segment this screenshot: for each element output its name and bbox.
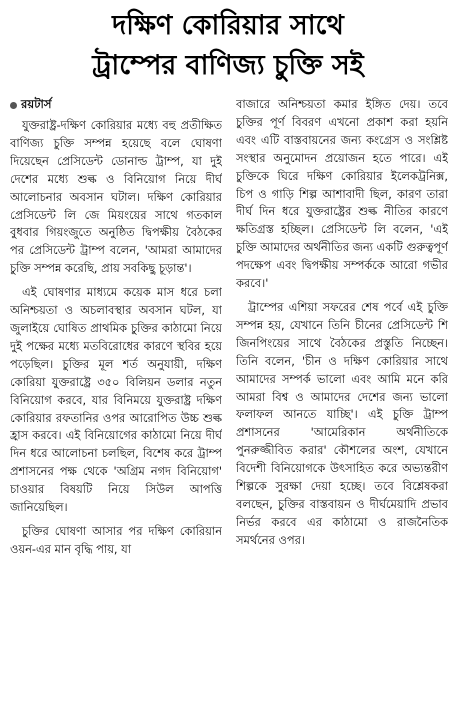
column-right xyxy=(236,96,448,695)
paragraph: এই ঘোষণার মাধ্যমে কয়েক মাস ধরে চলা অনিশ্চয়তা ও অচলাবস্থার অবসান ঘটল, যা জুলাইয়ে ঘোষিত প্রাথমিক চুক্তির কাঠামো নিয়ে দুই পক্ষের মধ্যে মতবিরোধের কারণে স্থবির হয়ে পড়েছিল। চুক্তির মূল শর্ত অনুযায়ী, দক্ষিণ কোরিয়া যুক্তরাষ্ট্রে ৩৫০ বিলিয়ন ডলার নতুন বিনিয়োগ করবে, যার বিনিময়ে যুক্তরাষ্ট্র দক্ষিণ কোরিয়ার রফতানির ওপর আরোপিত উচ্চ শুল্ক হ্রাস করবে। এই বিনিয়োগের কাঠামো নিয়ে দীর্ঘ দিন ধরে আলোচনা চলছিল, বিশেষ করে ট্রাম্প প্রশাসনের পক্ষ থেকে 'অগ্রিম নগদ বিনিয়োগ' চাওয়ার বিষয়টি নিয়ে সিউল আপত্তি জানিয়েছিল। xyxy=(10,285,222,515)
headline-line-2: ট্রাম্পের বাণিজ্য চুক্তি সই xyxy=(92,50,364,81)
paragraph: যুক্তরাষ্ট্র-দক্ষিণ কোরিয়ার মধ্যে বহু প্রতীক্ষিত বাণিজ্য চুক্তি সম্পন্ন হয়েছে বলে ঘোষণা দিয়েছেন প্রেসিডেন্ট ডোনাল্ড ট্রাম্প, যা দুই দেশের মধ্যে শুল্ক ও বিনিয়োগ নিয়ে দীর্ঘ আলোচনার অবসান ঘটাল। দক্ষিণ কোরিয়ার প্রেসিডেন্ট লি জে মিয়ংয়ের সাথে গতকাল বুধবার গিয়ংজুতে অনুষ্ঠিত দ্বিপক্ষীয় বৈঠকের পর প্রেসিডেন্ট ট্রাম্প বলেন, 'আমরা আমাদের চুক্তি সম্পন্ন করেছি, প্রায় সবকিছু চূড়ান্ত'। xyxy=(10,118,222,276)
paragraph: চুক্তির ঘোষণা আসার পর দক্ষিণ কোরিয়ান ওয়ন-এর মান বৃদ্ধি পায়, যা xyxy=(10,523,222,556)
headline-line-1: দক্ষিণ কোরিয়ার সাথে xyxy=(112,10,344,41)
paragraph: ট্রাম্পের এশিয়া সফরের শেষ পর্বে এই চুক্তি সম্পন্ন হয়, যেখানে তিনি চীনের প্রেসিডেন্ট শি জিনপিংয়ের সাথে বৈঠকের প্রস্তুতি নিচ্ছেন। তিনি বলেন, 'চীন ও দক্ষিণ কোরিয়ার সাথে আমাদের সম্পর্ক ভালো এবং আমি মনে করি আমরা বিশ্ব ও আমাদের দেশের জন্য ভালো ফলাফল আনতে যাচ্ছি'। এই চুক্তি ট্রাম্প প্রশাসনের 'আমেরিকান অর্থনীতিকে পুনরুজ্জীবিত করার' কৌশলের অংশ, যেখানে বিদেশী বিনিয়োগকে উৎসাহিত করে অভ্যন্তরীণ শিল্পকে সুরক্ষা দেয়া হচ্ছে। তবে বিশ্লেষকরা বলছেন, চুক্তির বাস্তবায়ন ও দীর্ঘমেয়াদি প্রভাব নির্ভর করবে এর কাঠামো ও রাজনৈতিক সমর্থনের ওপর। xyxy=(236,299,448,547)
headline xyxy=(10,6,446,86)
article-body xyxy=(10,96,448,695)
bullet-icon xyxy=(10,102,17,109)
column-left xyxy=(10,96,222,695)
paragraph: বাজারে অনিশ্চয়তা কমার ইঙ্গিত দেয়। তবে চুক্তির পূর্ণ বিবরণ এখনো প্রকাশ করা হয়নি এবং এটি বাস্তবায়নের জন্য কংগ্রেস ও সংশ্লিষ্ট সংস্থার অনুমোদন প্রয়োজন হতে পারে। এই চুক্তিকে ঘিরে দক্ষিণ কোরিয়ার ইলেকট্রনিক্স, চিপ ও গাড়ি শিল্প আশাবাদী ছিল, কারণ তারা দীর্ঘ দিন ধরে যুক্তরাষ্ট্রের শুল্ক নীতির কারণে ক্ষতিগ্রস্ত হচ্ছিল। প্রেসিডেন্ট লি বলেন, 'এই চুক্তি আমাদের অর্থনীতির জন্য একটি গুরুত্বপূর্ণ পদক্ষেপ এবং দ্বিপক্ষীয় সম্পর্ককে আরো গভীর করবে।' xyxy=(236,97,448,291)
byline-source: রয়টার্স xyxy=(21,97,52,111)
byline xyxy=(10,96,222,115)
